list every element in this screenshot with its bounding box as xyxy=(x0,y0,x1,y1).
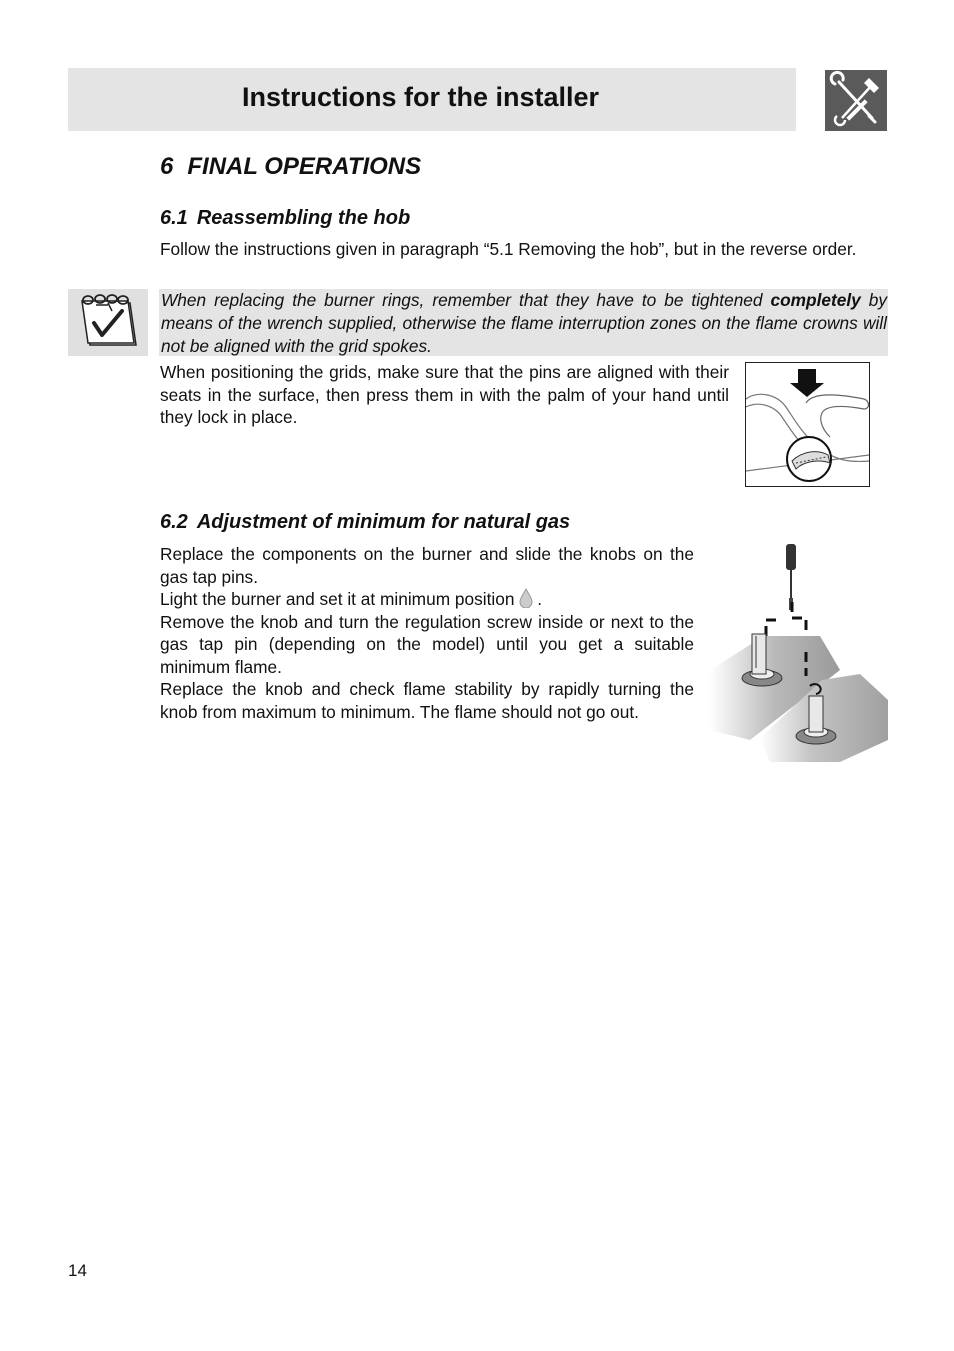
adjustment-text xyxy=(160,543,694,723)
note-text-part: by means of the wrench supplied, otherwise the flame interruption zones on the flame crowns will not be aligned with the grid spokes. xyxy=(161,290,887,356)
subsection-heading-6-2 xyxy=(160,511,570,534)
note-text xyxy=(159,289,888,357)
adjustment-step-3: Remove the knob and turn the regulation screw inside or next to the gas tap pin (depending on the model) until you get a suitable minimum flame. xyxy=(160,611,694,677)
section-heading xyxy=(160,153,421,181)
adjustment-step-2 xyxy=(160,588,694,611)
header-bar xyxy=(68,68,796,131)
subsection-heading-6-1 xyxy=(160,207,410,230)
notepad-check-icon xyxy=(68,289,148,356)
section-number: 6 xyxy=(160,153,174,180)
page-title: Instructions for the installer xyxy=(242,82,600,112)
subsection-title: Adjustment of minimum for natural gas xyxy=(196,511,571,533)
knob-adjustment-illustration xyxy=(710,540,888,762)
note-emphasis: completely xyxy=(770,290,861,310)
note-icon-box xyxy=(68,289,148,356)
grids-instructions: When positioning the grids, make sure that the pins are aligned with their seats in the surface, then press them in with the palm of your hand until they lock in place. xyxy=(160,362,729,427)
page-number: 14 xyxy=(68,1261,87,1280)
section-title: FINAL OPERATIONS xyxy=(187,153,422,180)
tools-icon xyxy=(825,70,887,131)
adjustment-step-1: Replace the components on the burner and slide the knobs on the gas tap pins. xyxy=(160,544,694,587)
reassembly-intro: Follow the instructions given in paragraph “5.1 Removing the hob”, but in the reverse order. xyxy=(160,239,857,259)
adjustment-step-2-end: . xyxy=(537,589,543,609)
minimum-flame-icon xyxy=(519,588,533,608)
adjustment-step-4: Replace the knob and check flame stability by rapidly turning the knob from maximum to minimum. The flame should not go out. xyxy=(160,679,694,722)
subsection-number: 6.1 xyxy=(160,207,188,229)
subsection-number: 6.2 xyxy=(160,511,188,533)
note-text-part: When replacing the burner rings, remember that they have to be tightened xyxy=(161,290,771,310)
note-box xyxy=(159,289,888,356)
subsection-title: Reassembling the hob xyxy=(196,207,411,229)
adjustment-step-2-text: Light the burner and set it at minimum position xyxy=(160,589,515,609)
grid-positioning-illustration xyxy=(745,362,870,487)
